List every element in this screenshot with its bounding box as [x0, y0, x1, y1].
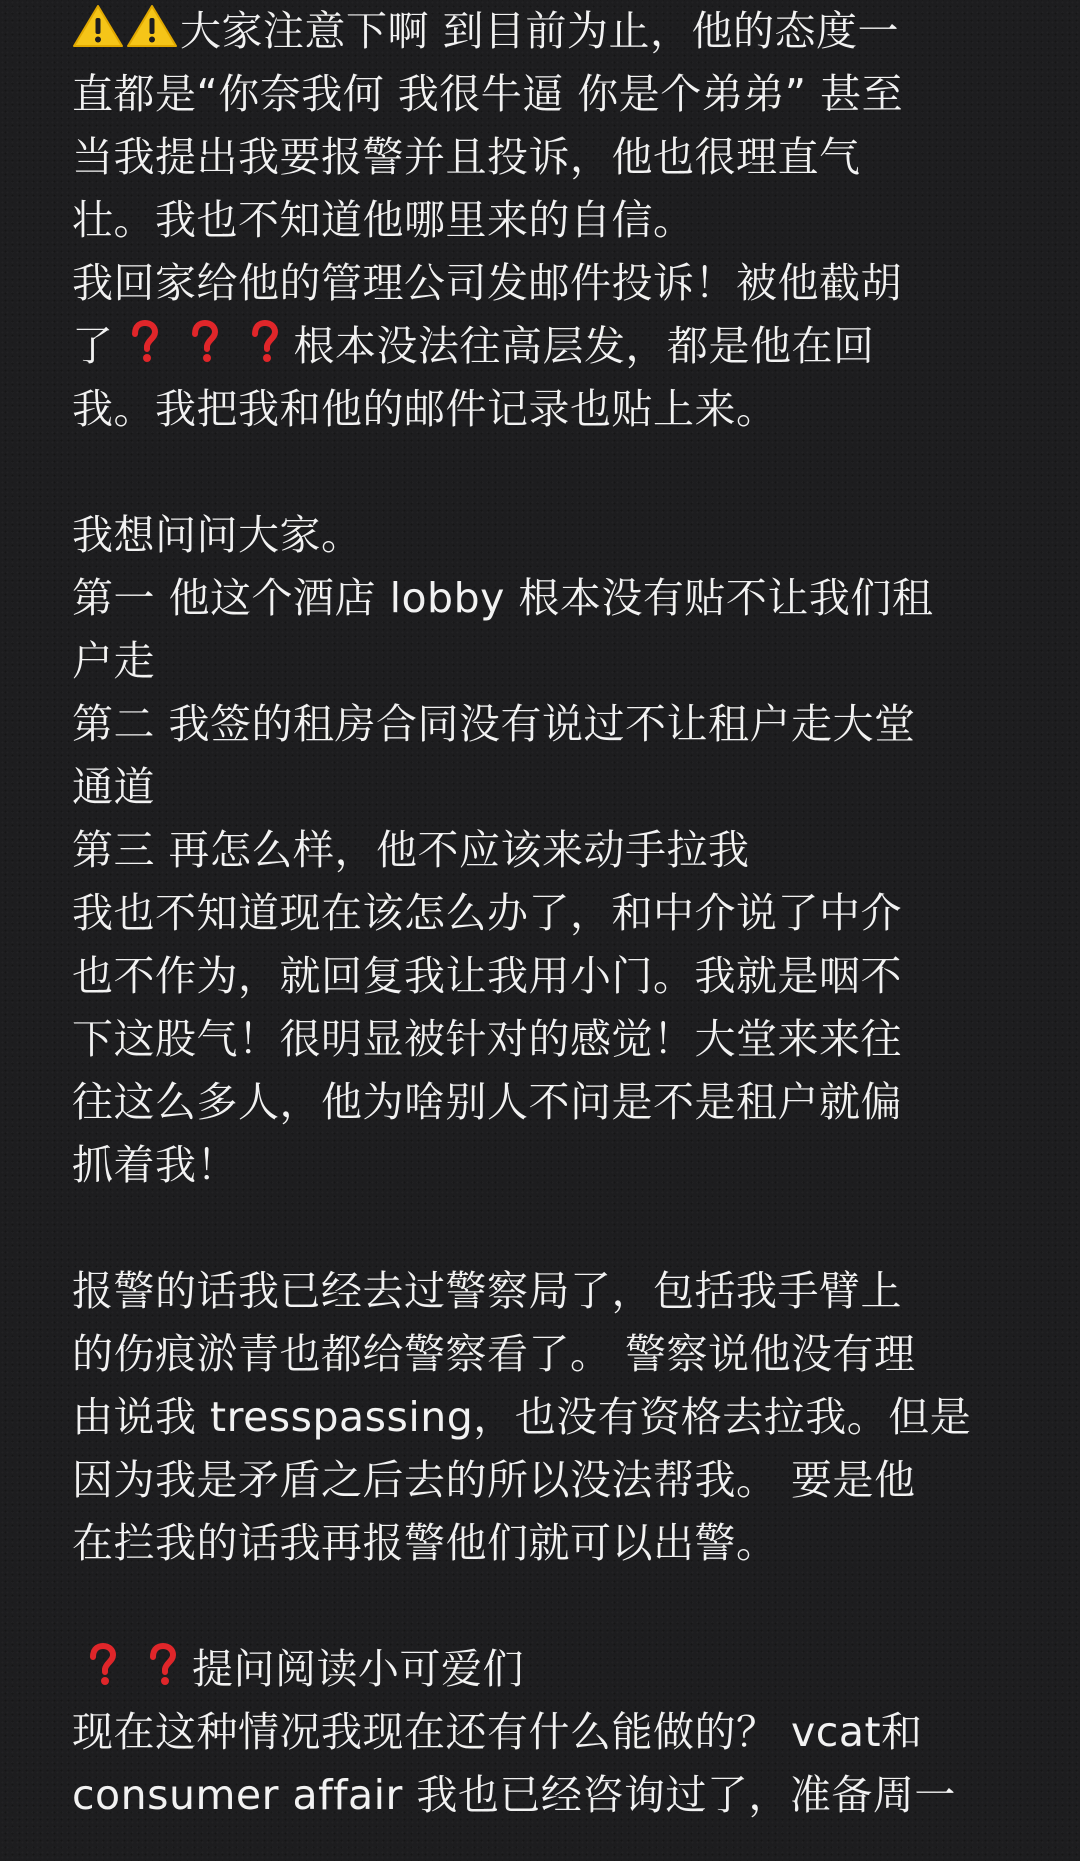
text-line: 往这么多人，他为啥别人不问是不是租户就偏	[72, 1078, 902, 1126]
text-line: 户走	[72, 637, 155, 685]
text-line: 第三 再怎么样，他不应该来动手拉我	[72, 826, 750, 874]
text-line: 我回家给他的管理公司发邮件投诉！被他截胡	[72, 259, 902, 307]
text-line: consumer affair 我也已经咨询过了，准备周一	[72, 1771, 956, 1819]
blank-line	[72, 1197, 1032, 1260]
text-line: 我。我把我和他的邮件记录也贴上来。	[72, 385, 778, 433]
text-line: 第二 我签的租房合同没有说过不让租户走大堂	[72, 700, 916, 748]
text-line: 壮。我也不知道他哪里来的自信。	[72, 196, 695, 244]
text-line: 的伤痕淤青也都给警察看了。 警察说他没有理	[72, 1330, 916, 1378]
red-question-mark-icon	[146, 1643, 178, 1687]
text-line: 通道	[72, 763, 155, 811]
line-text: 提问阅读小可爱们	[192, 1645, 524, 1693]
text-line: 当我提出我要报警并且投诉，他也很理直气	[72, 133, 861, 181]
text-line	[72, 315, 1032, 378]
red-question-mark-icon	[248, 320, 280, 364]
line-text: 根本没法往高层发，都是他在回	[293, 322, 875, 370]
text-line	[72, 1638, 1032, 1701]
text-line: 我想问问大家。	[72, 511, 363, 559]
text-line: 因为我是矛盾之后去的所以没法帮我。 要是他	[72, 1456, 916, 1504]
text-line: 下这股气！很明显被针对的感觉！大堂来来往	[72, 1015, 902, 1063]
blank-line	[72, 1575, 1032, 1638]
text-line: 第一 他这个酒店 lobby 根本没有贴不让我们租	[72, 574, 934, 622]
text-line: 也不作为，就回复我让我用小门。我就是咽不	[72, 952, 902, 1000]
text-line: 我也不知道现在该怎么办了，和中介说了中介	[72, 889, 902, 937]
text-line: 直都是“你奈我何 我很牛逼 你是个弟弟” 甚至	[72, 70, 904, 118]
text-line: 报警的话我已经去过警察局了，包括我手臂上	[72, 1267, 902, 1315]
text-line: 抓着我！	[72, 1141, 238, 1189]
red-question-mark-icon	[86, 1643, 118, 1687]
line-text: 了	[72, 322, 114, 370]
red-question-mark-icon	[128, 320, 160, 364]
warning-sign-icon	[126, 3, 178, 49]
text-line: 现在这种情况我现在还有什么能做的？ vcat和	[72, 1708, 923, 1756]
note-body	[72, 0, 1032, 1861]
red-question-mark-icon	[188, 320, 220, 364]
line-text: 大家注意下啊 到目前为止，他的态度一	[180, 7, 900, 55]
warning-sign-icon	[72, 3, 124, 49]
blank-line	[72, 441, 1032, 504]
text-line	[72, 0, 1032, 63]
text-line: 在拦我的话我再报警他们就可以出警。	[72, 1519, 778, 1567]
text-line: 由说我 tresspassing，也没有资格去拉我。但是	[72, 1393, 972, 1441]
